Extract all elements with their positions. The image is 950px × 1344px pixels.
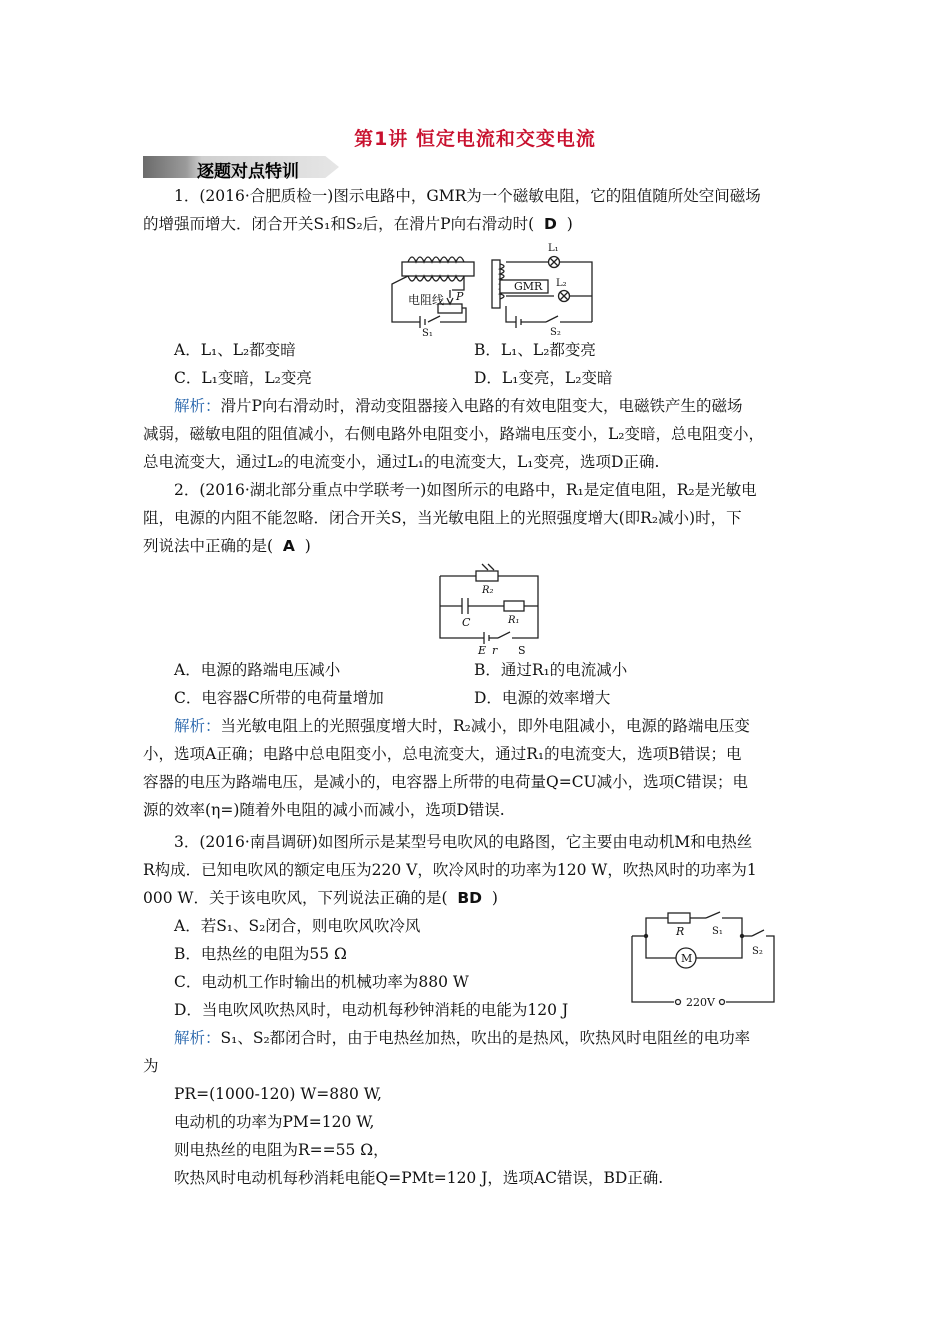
q2-analysis-line1 (143, 712, 813, 740)
q1-fig-s2-label: S₂ (550, 327, 561, 338)
q1-stem-line2 (143, 210, 813, 238)
q1-analysis-text: 滑片P向右滑动时，滑动变阻器接入电路的有效电阻变大，电磁铁产生的磁场 (220, 397, 743, 415)
q1-close: ) (566, 215, 573, 233)
q3-circuit-figure (626, 906, 776, 1012)
q2-fig-r-label: r (492, 644, 498, 656)
q3-analysis-label: 解析： (174, 1029, 221, 1047)
q2-close: ) (304, 537, 311, 555)
q1-option-a: A．L₁、L₂都变暗 (174, 341, 296, 359)
q3-close: ) (491, 889, 498, 907)
q3-fig-r-label: R (676, 925, 685, 938)
q3-option-a: A．若S₁、S₂闭合，则电吹风吹冷风 (174, 917, 421, 935)
q3-stem-line2: R构成．已知电吹风的额定电压为220 V，吹冷风时的功率为120 W，吹热风时的功率为1 (143, 861, 757, 879)
q2-option-a: A．电源的路端电压减小 (174, 661, 341, 679)
section-banner (143, 156, 339, 182)
q3-equation-4: 吹热风时电动机每秒消耗电能Q=PMt=120 J，选项AC错误，BD正确. (174, 1169, 664, 1187)
q3-option-b: B．电热丝的电阻为55 Ω (174, 945, 347, 963)
q1-answer: D (544, 215, 557, 233)
q3-equation-1: PR=(1000-120) W=880 W, (174, 1085, 382, 1103)
q1-fig-s1-label: S₁ (422, 328, 433, 338)
q1-analysis-label: 解析： (174, 397, 221, 415)
q1-analysis-line2: 减弱，磁敏电阻的阻值减小，右侧电路外电阻变小，路端电压变小，L₂变暗，总电阻变小， (143, 425, 765, 443)
q1-fig-l1-label: L₁ (548, 243, 559, 254)
q2-answer: A (282, 537, 295, 555)
q2-fig-r1-label: R₁ (508, 615, 520, 626)
q2-analysis-line3: 容器的电压为路端电压，是减小的，电容器上所带的电荷量Q=CU减小，选项C错误；电 (143, 773, 748, 791)
page-title: 第1讲 恒定电流和交变电流 (354, 128, 596, 150)
q3-fig-s1-label: S₁ (712, 926, 723, 937)
q2-analysis-line4: 源的效率(η=)随着外电阻的减小而减小，选项D错误. (143, 801, 505, 819)
q1-analysis-line3: 总电流变大，通过L₂的电流变小，通过L₁的电流变大，L₁变亮，选项D正确. (143, 453, 660, 471)
q1-analysis-line1 (143, 392, 813, 420)
q3-answer: BD (457, 889, 483, 907)
q2-fig-s-label: S (518, 644, 526, 656)
q1-fig-p-label: P (456, 290, 464, 303)
q2-stem-text: 列说法中正确的是( (143, 537, 274, 555)
q2-stem-line3 (143, 532, 813, 560)
q2-stem-line1: 2．(2016·湖北部分重点中学联考一)如图所示的电路中，R₁是定值电阻，R₂是光敏电 (174, 481, 757, 499)
q1-fig-gmr-label: GMR (514, 280, 543, 293)
q2-analysis-label: 解析： (174, 717, 221, 735)
q2-option-c: C．电容器C所带的电荷量增加 (174, 689, 384, 707)
q1-stem-line1: 1．(2016·合肥质检一)图示电路中，GMR为一个磁敏电阻，它的阻值随所处空间磁场 (174, 187, 761, 205)
q3-fig-v-label: 220V (686, 996, 715, 1009)
q2-analysis-line2: 小，选项A正确；电路中总电阻变小，总电流变大，通过R₁的电流变大，选项B错误；电 (143, 745, 742, 763)
q2-option-d: D．电源的效率增大 (474, 689, 611, 707)
q1-option-d: D．L₁变亮，L₂变暗 (474, 369, 613, 387)
q2-option-b: B．通过R₁的电流减小 (474, 661, 628, 679)
q3-stem-text: 000 W．关于该电吹风，下列说法正确的是( (143, 889, 448, 907)
q2-fig-r2-label: R₂ (482, 585, 494, 596)
q1-fig-l2-label: L₂ (556, 278, 567, 289)
q1-stem-text: 的增强而增大．闭合开关S₁和S₂后，在滑片P向右滑动时( (143, 215, 535, 233)
q3-fig-s2-label: S₂ (752, 946, 763, 957)
q3-option-c: C．电动机工作时输出的机械功率为880 W (174, 973, 469, 991)
q3-analysis-text: S₁、S₂都闭合时，由于电热丝加热，吹出的是热风，吹热风时电阻丝的电功率 (220, 1029, 751, 1047)
q1-fig-coil-label: 电阻线 (408, 293, 445, 307)
q3-fig-m-label: M (681, 952, 693, 965)
q2-fig-e-label: E (478, 644, 487, 656)
q3-equation-3: 则电热丝的电阻为R==55 Ω， (174, 1141, 389, 1159)
q3-analysis-line2: 为 (143, 1057, 159, 1075)
section-title: 逐题对点特训 (197, 162, 299, 182)
q2-circuit-figure (432, 560, 544, 656)
q3-stem-line1: 3．(2016·南昌调研)如图所示是某型号电吹风的电路图，它主要由电动机M和电热丝 (174, 833, 753, 851)
q2-analysis-text: 当光敏电阻上的光照强度增大时，R₂减小，即外电阻减小，电源的路端电压变 (220, 717, 750, 735)
q3-analysis-line1 (143, 1024, 813, 1052)
q2-stem-line2: 阻，电源的内阻不能忽略．闭合开关S，当光敏电阻上的光照强度增大(即R₂减小)时，下 (143, 509, 742, 527)
q1-option-b: B．L₁、L₂都变亮 (474, 341, 596, 359)
q1-circuit-figure (378, 238, 608, 338)
q2-fig-c-label: C (462, 616, 471, 629)
q3-option-d: D．当电吹风吹热风时，电动机每秒钟消耗的电能为120 J (174, 1001, 569, 1019)
q3-equation-2: 电动机的功率为PM=120 W, (174, 1113, 375, 1131)
q1-option-c: C．L₁变暗，L₂变亮 (174, 369, 312, 387)
